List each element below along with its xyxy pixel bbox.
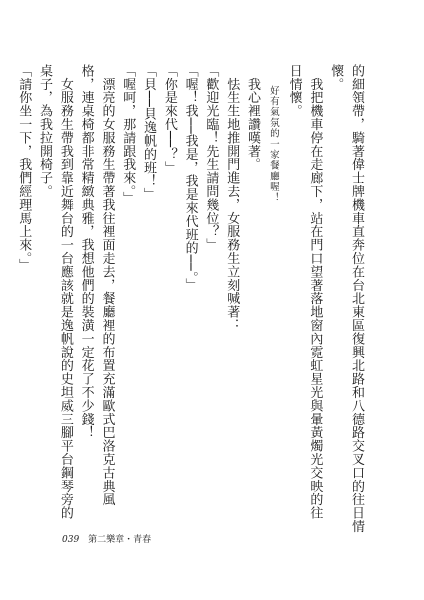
text-line: 桌子，為我拉開椅子。 — [37, 64, 53, 198]
text-line: 「貝──貝逸帆的班！」 — [141, 64, 157, 202]
text-line: 我心裡讚嘆著。 — [245, 64, 261, 172]
page-footer — [62, 532, 151, 545]
text-line: 懷。 — [328, 64, 344, 91]
text-line: 「歡迎光臨！先生請問幾位？」 — [203, 64, 219, 252]
text-line: 「喔！我──我是，我是來代班的──。」 — [182, 64, 198, 292]
chapter-title: 第二樂章・青春 — [88, 535, 152, 545]
text-line: 我把機車停在走廊下，站在門口望著落地窗內霓虹星光與暈黃燭光交映的往 — [307, 64, 323, 520]
page-number: 039 — [62, 535, 80, 545]
text-line: 格，連桌椅都非常精緻典雅，我想他們的裝潢一定花了不少錢！ — [78, 64, 94, 440]
text-line: 日情懷。 — [286, 64, 302, 118]
text-line: 「你是來代──？」 — [161, 64, 177, 175]
text-line: 女服務生帶我到靠近舞台的一台應該就是逸帆說的史坦威三腳平台鋼琴旁的 — [57, 64, 73, 520]
text-line: 的細領帶，騎著偉士牌機車直奔位在台北東區復興北路和八德路交叉口的往日情 — [349, 64, 364, 533]
vertical-text-body — [16, 64, 366, 533]
text-line-inner-thought: 好有氣氛的一家餐廳喔！ — [267, 64, 279, 204]
text-line: 漂亮的女服務生帶著我往裡面走去，餐廳裡的布置充滿歐式巴洛克古典風 — [99, 64, 115, 507]
text-line: 怯生生地推開門進去，女服務生立刻喊著： — [224, 64, 240, 332]
text-line: 「請你坐一下，我們經理馬上來。」 — [16, 64, 32, 272]
text-line: 「喔呵，那請跟我來。」 — [120, 64, 136, 205]
